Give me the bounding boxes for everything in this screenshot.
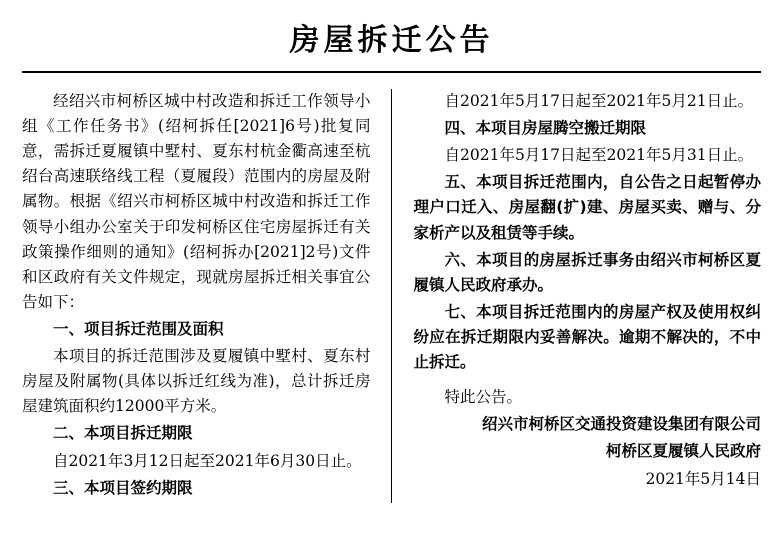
paragraph-intro: 经绍兴市柯桥区城中村改造和拆迁工作领导小组《工作任务书》(绍柯拆任[2021]6号)批复同意，需拆迁夏履镇中墅村、夏东村杭金衢高速至杭绍台高速联络线工程（夏履段）范围内的房屋及附属物。根据《绍兴市柯桥区城中村改造和拆迁工作领导小组办公室关于印发柯桥区住宅房屋拆迁有关政策操作细则的通知》(绍柯拆办[2021]2号)文件和区政府有关文件规定，现就房屋拆迁相关事宜公告如下： <box>22 92 371 311</box>
right-column <box>392 89 762 494</box>
signature-organization-1: 绍兴市柯桥区交通投资建设集团有限公司 <box>481 415 761 434</box>
section-heading-4: 四、本项目房屋腾空搬迁期限 <box>444 119 647 138</box>
title-divider <box>22 71 761 73</box>
left-column <box>22 89 392 503</box>
section-item-7: 七、本项目拆迁范围内的房屋产权及使用权纠纷应在拆迁期限内妥善解决。逾期不解决的，不中止拆迁。 <box>413 302 761 372</box>
two-column-body <box>22 89 761 503</box>
signature-date: 2021年5月14日 <box>645 469 761 488</box>
paragraph-signing-period: 自2021年5月17日起至2021年5月21日止。 <box>444 92 754 110</box>
section-heading-2: 二、本项目拆迁期限 <box>53 424 193 443</box>
section-item-5: 五、本项目拆迁范围内，自公告之日起暂停办理户口迁入、房屋翻(扩)建、房屋买卖、赠与、分家析产以及租赁等手续。 <box>413 173 761 242</box>
paragraph-closing: 特此公告。 <box>444 388 523 407</box>
page-title: 房屋拆迁公告 <box>289 23 494 58</box>
paragraph-vacate-period: 自2021年5月17日起至2021年5月31日止。 <box>444 146 754 165</box>
signature-organization-2: 柯桥区夏履镇人民政府 <box>605 442 761 461</box>
section-heading-3: 三、本项目签约期限 <box>53 478 193 497</box>
section-heading-1: 一、项目拆迁范围及面积 <box>53 319 224 338</box>
section-item-6: 六、本项目的房屋拆迁事务由绍兴市柯桥区夏履镇人民政府承办。 <box>413 250 761 294</box>
paragraph-demolition-period: 自2021年3月12日起至2021年6月30日止。 <box>53 451 362 470</box>
paragraph-scope: 本项目的拆迁范围涉及夏履镇中墅村、夏东村房屋及附属物(具体以拆迁红线为准)，总计拆迁房屋建筑面积约12000平方米。 <box>22 347 371 416</box>
